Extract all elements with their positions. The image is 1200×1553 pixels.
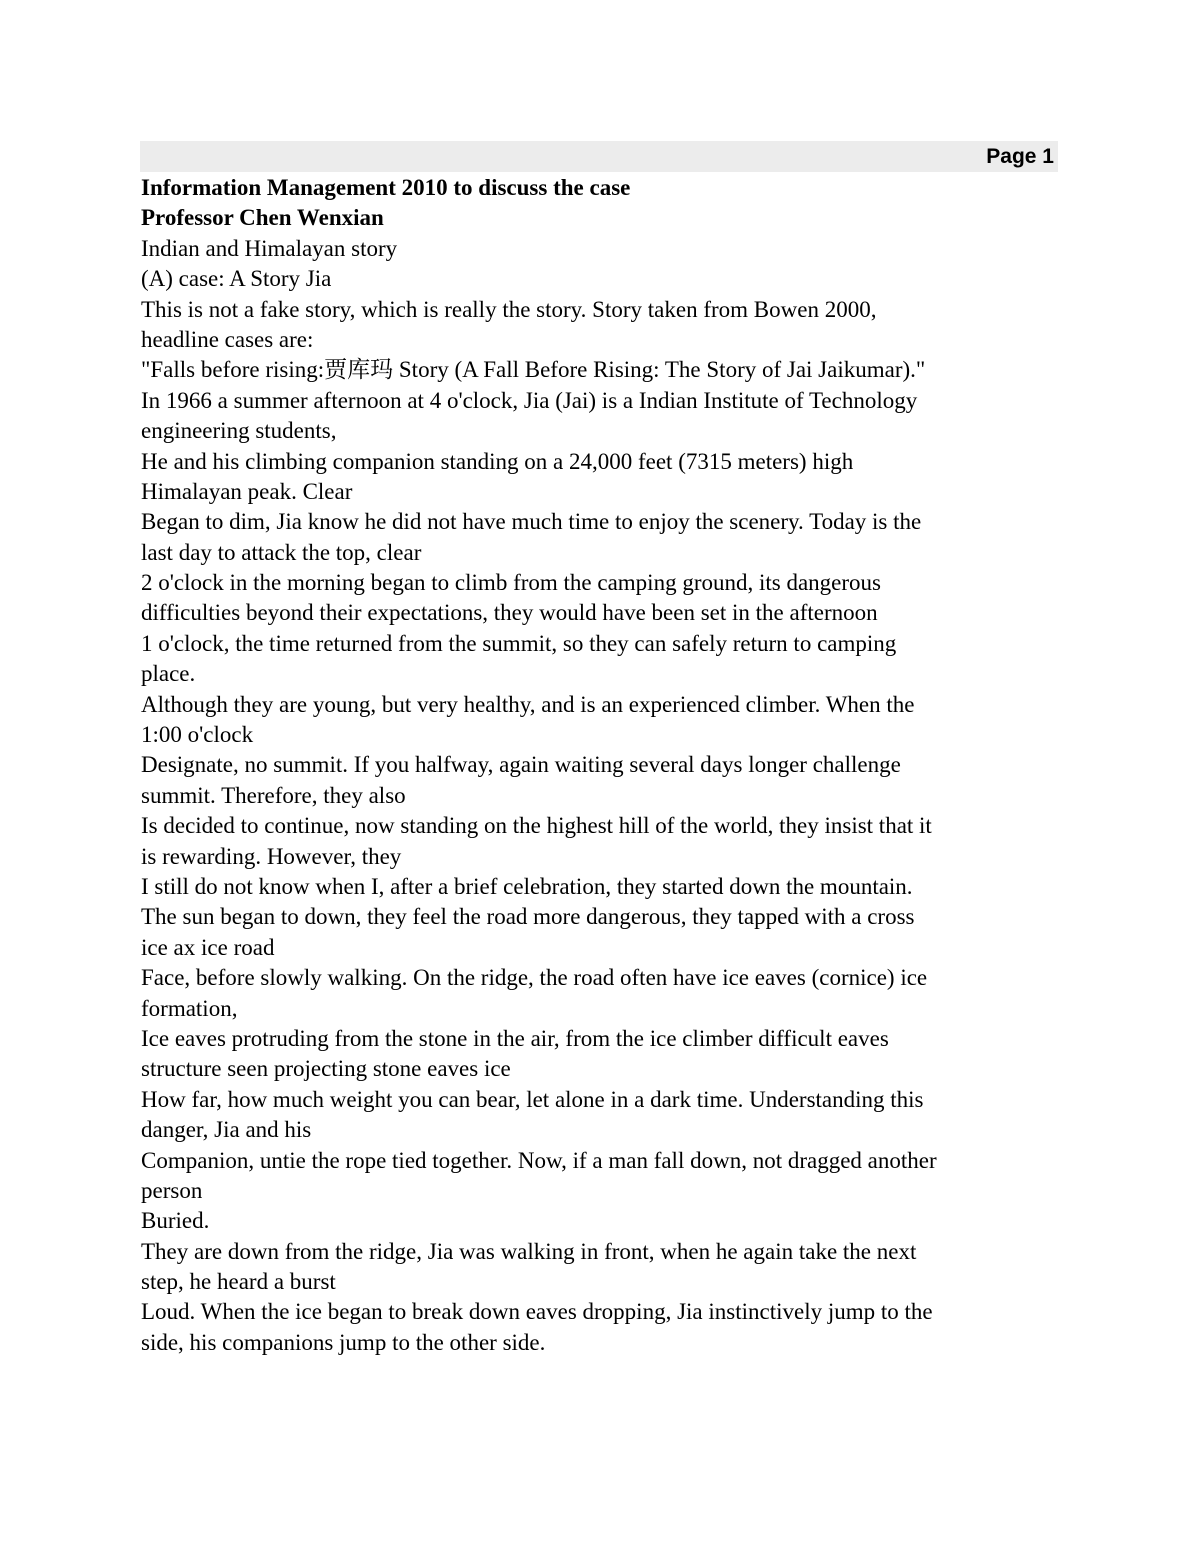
text-line: person (141, 1177, 203, 1203)
text-line: summit. Therefore, they also (141, 782, 406, 808)
text-line: (A) case: A Story Jia (141, 266, 332, 292)
text-line: Designate, no summit. If you halfway, again waiting several days longer challenge (141, 752, 901, 778)
page-header-bar (140, 141, 1058, 172)
text-line: Indian and Himalayan story (141, 235, 398, 261)
text-line: The sun began to down, they feel the road more dangerous, they tapped with a cross (141, 904, 915, 930)
text-line: In 1966 a summer afternoon at 4 o'clock, Jia (Jai) is a Indian Institute of Technology (141, 387, 918, 413)
text-line: 2 o'clock in the morning began to climb from the camping ground, its dangerous (141, 570, 881, 596)
text-line: He and his climbing companion standing on a 24,000 feet (7315 meters) high (141, 448, 854, 474)
text-line: This is not a fake story, which is really the story. Story taken from Bowen 2000, (141, 296, 877, 322)
text-line: engineering students, (141, 418, 337, 444)
text-line: formation, (141, 995, 238, 1021)
text-line: How far, how much weight you can bear, let alone in a dark time. Understanding this (141, 1086, 924, 1112)
text-line: last day to attack the top, clear (141, 539, 422, 565)
text-line: side, his companions jump to the other side. (141, 1329, 546, 1355)
text-line: is rewarding. However, they (141, 843, 402, 869)
text-line: Ice eaves protruding from the stone in the air, from the ice climber difficult eaves (141, 1025, 889, 1051)
text-line: Is decided to continue, now standing on the highest hill of the world, they insist that it (141, 813, 932, 839)
page-number: Page 1 (986, 145, 1054, 168)
text-line: 1:00 o'clock (141, 722, 254, 748)
text-line: Companion, untie the rope tied together. Now, if a man fall down, not dragged another (141, 1147, 937, 1173)
text-line: Although they are young, but very healthy, and is an experienced climber. When the (141, 691, 915, 717)
text-line: Loud. When the ice began to break down eaves dropping, Jia instinctively jump to the (141, 1299, 933, 1325)
text-line: place. (141, 661, 196, 687)
text-line: They are down from the ridge, Jia was walking in front, when he again take the next (141, 1238, 917, 1264)
text-line: danger, Jia and his (141, 1117, 312, 1143)
text-line: difficulties beyond their expectations, they would have been set in the afternoon (141, 600, 878, 626)
text-line: headline cases are: (141, 326, 314, 352)
text-line: Face, before slowly walking. On the ridge, the road often have ice eaves (cornice) ice (141, 965, 928, 991)
document-body (141, 173, 1061, 1358)
document-title: Information Management 2010 to discuss the case (141, 175, 631, 200)
text-line: Himalayan peak. Clear (141, 478, 353, 504)
text-line: "Falls before rising:贾库玛 Story (A Fall Before Rising: The Story of Jai Jaikumar)." (141, 357, 926, 383)
text-line: structure seen projecting stone eaves ice (141, 1056, 511, 1082)
body-text (141, 234, 1061, 1358)
text-line: ice ax ice road (141, 934, 275, 960)
text-line: I still do not know when I, after a brief celebration, they started down the mountain. (141, 873, 913, 899)
text-line: 1 o'clock, the time returned from the summit, so they can safely return to camping (141, 630, 897, 656)
text-line: Began to dim, Jia know he did not have much time to enjoy the scenery. Today is the (141, 509, 922, 535)
text-line: Buried. (141, 1208, 210, 1234)
text-line: step, he heard a burst (141, 1269, 336, 1295)
document-author: Professor Chen Wenxian (141, 205, 384, 231)
